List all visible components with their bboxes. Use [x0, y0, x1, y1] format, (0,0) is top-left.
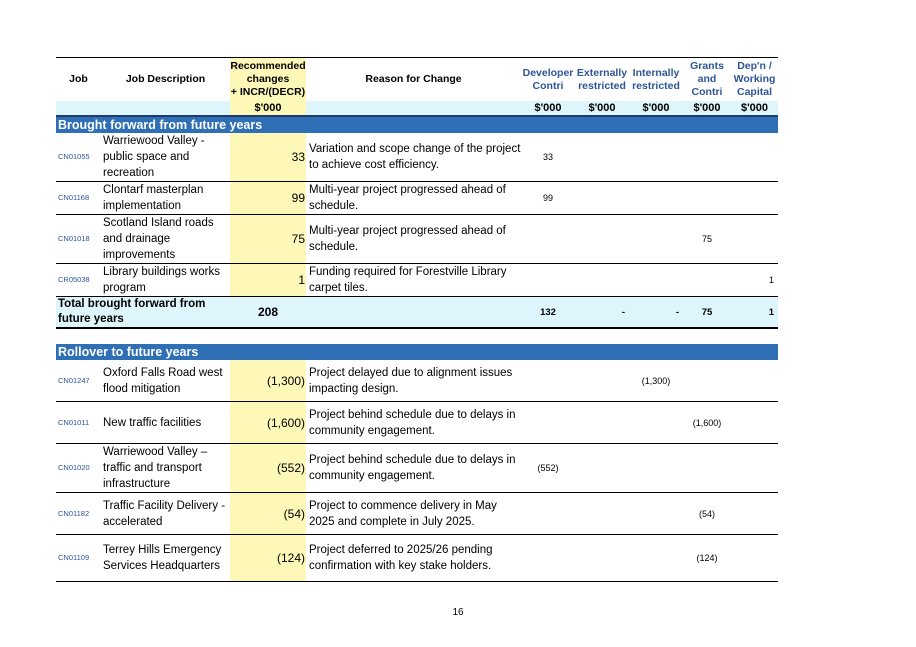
reason-for-change: Multi-year project progressed ahead of schedule. — [306, 182, 521, 215]
col-header-internal — [629, 58, 683, 102]
grants-and-contri: (124) — [683, 535, 731, 582]
job-code: CN01182 — [56, 493, 101, 535]
recommended-line-2: changes — [246, 73, 290, 85]
job-description: Oxford Falls Road west flood mitigation — [101, 360, 230, 402]
job-description: Terrey Hills Emergency Services Headquarters — [101, 535, 230, 582]
capital-changes-table — [56, 57, 778, 582]
section-header-rollover — [56, 344, 778, 360]
grants-and-contri: (1,600) — [683, 402, 731, 444]
job-description: Warriewood Valley – traffic and transport infrastructure — [101, 444, 230, 493]
internally-restricted — [629, 402, 683, 444]
recommended-line-3: + INCR/(DECR) — [230, 86, 306, 98]
job-code: CN01055 — [56, 133, 101, 182]
depn-working-capital — [731, 402, 778, 444]
table-row — [56, 444, 778, 493]
units-blank — [306, 101, 521, 116]
total-depn: 1 — [731, 297, 778, 329]
rollover-rows — [56, 360, 778, 582]
table-row — [56, 360, 778, 402]
developer-contri — [521, 493, 575, 535]
total-external: - — [575, 297, 629, 329]
job-code: CN01109 — [56, 535, 101, 582]
internally-restricted: (1,300) — [629, 360, 683, 402]
col-header-external — [575, 58, 629, 102]
spacer-row — [56, 328, 778, 344]
depn-working-capital — [731, 493, 778, 535]
recommended-change: (124) — [230, 535, 306, 582]
job-description: Scotland Island roads and drainage improvements — [101, 215, 230, 264]
depn-line-2: Working — [733, 73, 776, 85]
job-code: CN01168 — [56, 182, 101, 215]
brought-forward-rows — [56, 133, 778, 297]
external-line-2: restricted — [578, 79, 626, 92]
reason-for-change: Multi-year project progressed ahead of schedule. — [306, 215, 521, 264]
grants-and-contri — [683, 360, 731, 402]
externally-restricted — [575, 360, 629, 402]
section-title: Brought forward from future years — [56, 116, 778, 133]
col-header-grants — [683, 58, 731, 102]
page-number: 16 — [452, 607, 464, 618]
total-internal: - — [629, 297, 683, 329]
reason-for-change: Project behind schedule due to delays in community engagement. — [306, 444, 521, 493]
section-title: Rollover to future years — [56, 344, 778, 360]
internally-restricted — [629, 182, 683, 215]
job-description: New traffic facilities — [101, 402, 230, 444]
depn-working-capital — [731, 444, 778, 493]
depn-line-1: Dep'n / — [737, 60, 772, 72]
depn-working-capital: 1 — [731, 264, 778, 297]
developer-contri — [521, 402, 575, 444]
table-row — [56, 215, 778, 264]
recommended-change: (54) — [230, 493, 306, 535]
developer-contri — [521, 264, 575, 297]
depn-working-capital — [731, 535, 778, 582]
recommended-line-1: Recommended — [230, 60, 306, 72]
depn-working-capital — [731, 133, 778, 182]
units-recommended: $'000 — [230, 101, 306, 116]
depn-working-capital — [731, 182, 778, 215]
job-code: CN01020 — [56, 444, 101, 493]
internal-line-2: restricted — [632, 79, 680, 92]
col-header-depn — [731, 58, 778, 102]
externally-restricted — [575, 133, 629, 182]
recommended-change: 99 — [230, 182, 306, 215]
header-row — [56, 58, 778, 102]
internally-restricted — [629, 493, 683, 535]
recommended-change: (1,300) — [230, 360, 306, 402]
recommended-change: (552) — [230, 444, 306, 493]
job-description: Warriewood Valley - public space and recreation — [101, 133, 230, 182]
table-row — [56, 402, 778, 444]
units-blank — [101, 101, 230, 116]
job-code: CN01018 — [56, 215, 101, 264]
developer-line-1: Developer — [522, 66, 574, 79]
units-internal: $'000 — [629, 101, 683, 116]
developer-contri — [521, 215, 575, 264]
developer-contri: 99 — [521, 182, 575, 215]
grants-and-contri — [683, 133, 731, 182]
table-row — [56, 264, 778, 297]
developer-line-2: Contri — [532, 79, 564, 92]
job-code: CN01247 — [56, 360, 101, 402]
grants-and-contri — [683, 264, 731, 297]
grants-and-contri: 75 — [683, 215, 731, 264]
job-description: Library buildings works program — [101, 264, 230, 297]
table-row — [56, 182, 778, 215]
total-reason-blank — [306, 297, 521, 329]
externally-restricted — [575, 182, 629, 215]
developer-contri — [521, 360, 575, 402]
units-external: $'000 — [575, 101, 629, 116]
externally-restricted — [575, 264, 629, 297]
grants-and-contri — [683, 444, 731, 493]
recommended-change: 1 — [230, 264, 306, 297]
externally-restricted — [575, 444, 629, 493]
internally-restricted — [629, 444, 683, 493]
depn-working-capital — [731, 215, 778, 264]
recommended-change: 33 — [230, 133, 306, 182]
job-description: Clontarf masterplan implementation — [101, 182, 230, 215]
reason-for-change: Project behind schedule due to delays in community engagement. — [306, 402, 521, 444]
recommended-change: 75 — [230, 215, 306, 264]
grants-line-2: and Contri — [691, 73, 723, 98]
total-brought-forward-row — [56, 297, 778, 329]
developer-contri: (552) — [521, 444, 575, 493]
units-depn: $'000 — [731, 101, 778, 116]
internally-restricted — [629, 133, 683, 182]
externally-restricted — [575, 535, 629, 582]
externally-restricted — [575, 493, 629, 535]
internally-restricted — [629, 535, 683, 582]
total-grants: 75 — [683, 297, 731, 329]
depn-line-3: Capital — [736, 86, 772, 98]
job-code: CR05038 — [56, 264, 101, 297]
depn-working-capital — [731, 360, 778, 402]
reason-for-change: Project deferred to 2025/26 pending confirmation with key stake holders. — [306, 535, 521, 582]
internally-restricted — [629, 215, 683, 264]
reason-for-change: Project to commence delivery in May 2025 and complete in July 2025. — [306, 493, 521, 535]
internally-restricted — [629, 264, 683, 297]
external-line-1: Externally — [576, 66, 628, 79]
total-developer: 132 — [521, 297, 575, 329]
col-header-job: Job — [56, 58, 101, 102]
job-description: Traffic Facility Delivery - accelerated — [101, 493, 230, 535]
grants-and-contri — [683, 182, 731, 215]
grants-line-1: Grants — [690, 60, 724, 72]
table-row — [56, 535, 778, 582]
col-header-developer — [521, 58, 575, 102]
col-header-reason: Reason for Change — [306, 58, 521, 102]
units-grants: $'000 — [683, 101, 731, 116]
units-developer: $'000 — [521, 101, 575, 116]
reason-for-change: Funding required for Forestville Library carpet tiles. — [306, 264, 521, 297]
total-amount: 208 — [230, 297, 306, 329]
externally-restricted — [575, 402, 629, 444]
col-header-job-description: Job Description — [101, 58, 230, 102]
externally-restricted — [575, 215, 629, 264]
grants-and-contri: (54) — [683, 493, 731, 535]
table-row — [56, 133, 778, 182]
units-blank — [56, 101, 101, 116]
recommended-change: (1,600) — [230, 402, 306, 444]
reason-for-change: Variation and scope change of the project to achieve cost efficiency. — [306, 133, 521, 182]
section-header-brought-forward — [56, 116, 778, 133]
total-label: Total brought forward from future years — [56, 297, 230, 329]
developer-contri: 33 — [521, 133, 575, 182]
units-row — [56, 101, 778, 116]
table-row — [56, 493, 778, 535]
internal-line-1: Internally — [632, 66, 680, 79]
developer-contri — [521, 535, 575, 582]
job-code: CN01011 — [56, 402, 101, 444]
reason-for-change: Project delayed due to alignment issues impacting design. — [306, 360, 521, 402]
col-header-recommended — [230, 58, 306, 102]
